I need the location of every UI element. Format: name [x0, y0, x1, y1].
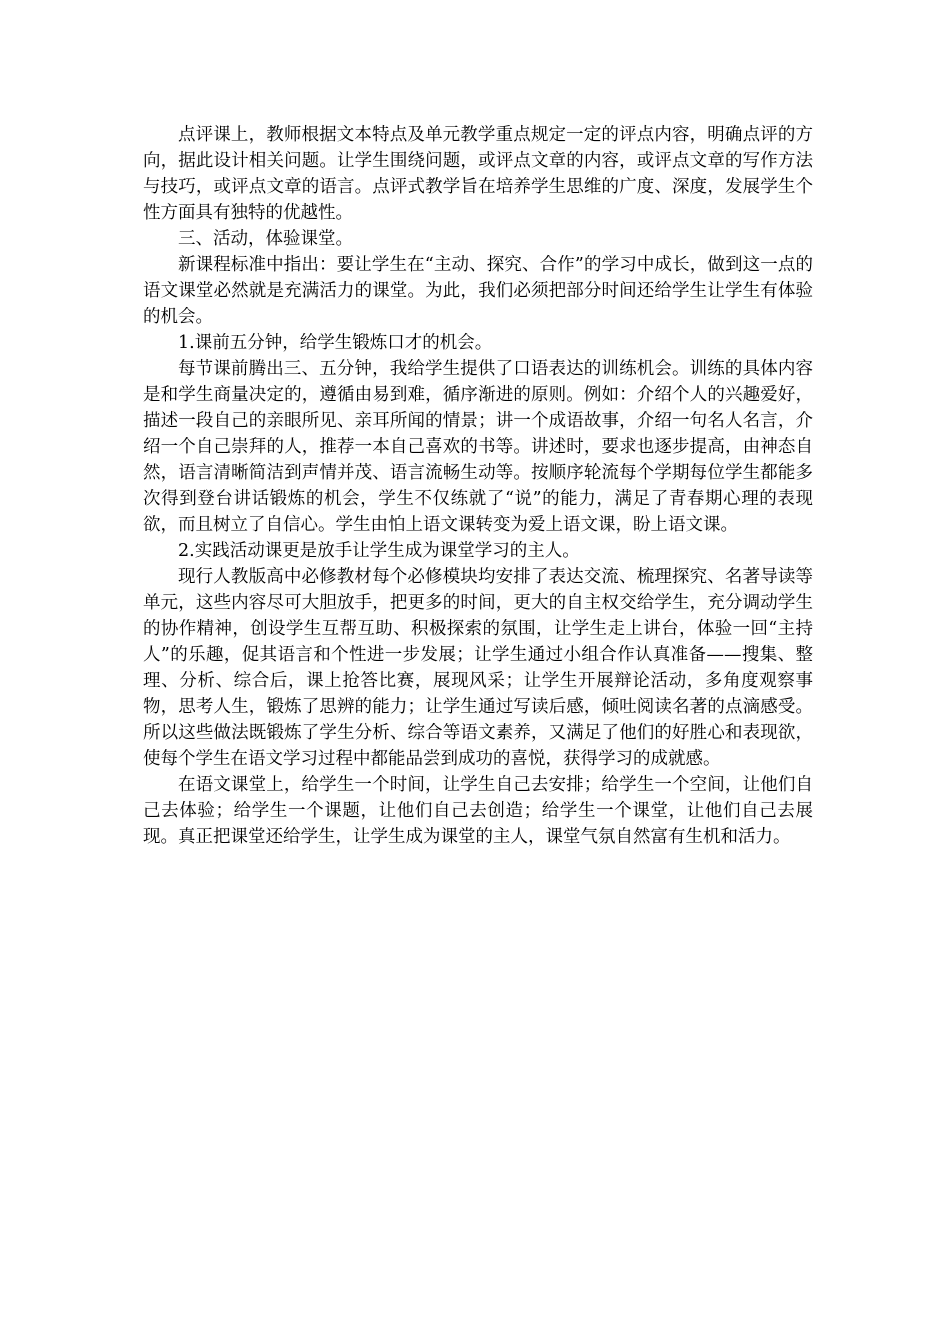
subheading-five-minutes: 1.课前五分钟，给学生锻炼口才的机会。	[178, 333, 493, 353]
section-heading-activity: 三、活动，体验课堂。	[178, 229, 353, 249]
paragraph-conclusion: 在语文课堂上，给学生一个时间，让学生自己去安排；给学生一个空间，让他们自己去体验；给学生一个课题，让他们自己去创造；给学生一个课堂，让他们自己去展现。真正把课堂还给学生，让学生成为课堂的主人，课堂气氛自然富有生机和活力。	[143, 775, 813, 847]
paragraph-curriculum-standard: 新课程标准中指出：要让学生在“主动、探究、合作”的学习中成长，做到这一点的语文课堂必然就是充满活力的课堂。为此，我们必须把部分时间还给学生让学生有体验的机会。	[143, 255, 813, 327]
paragraph-oral-training: 每节课前腾出三、五分钟，我给学生提供了口语表达的训练机会。训练的具体内容是和学生商量决定的，遵循由易到难，循序渐进的原则。例如：介绍个人的兴趣爱好，描述一段自己的亲眼所见、亲耳所闻的情景；讲一个成语故事，介绍一句名人名言，介绍一个自己崇拜的人，推荐一本自己喜欢的书等。讲述时，要求也逐步提高，由神态自然，语言清晰简洁到声情并茂、语言流畅生动等。按顺序轮流每个学期每位学生都能多次得到登台讲话锻炼的机会，学生不仅练就了“说”的能力，满足了青春期心理的表现欲，而且树立了自信心。学生由怕上语文课转变为爱上语文课，盼上语文课。	[143, 359, 813, 535]
document-body	[143, 122, 813, 850]
paragraph-textbook-units: 现行人教版高中必修教材每个必修模块均安排了表达交流、梳理探究、名著导读等单元，这些内容尽可大胆放手，把更多的时间，更大的自主权交给学生，充分调动学生的协作精神，创设学生互帮互助、积极探索的氛围，让学生走上讲台，体验一回“主持人”的乐趣，促其语言和个性进一步发展；让学生通过小组合作认真准备——搜集、整理、分析、综合后，课上抢答比赛，展现风采；让学生开展辩论活动，多角度观察事物，思考人生，锻炼了思辨的能力；让学生通过写读后感，倾吐阅读名著的点滴感受。所以这些做法既锻炼了学生分析、综合等语文素养，又满足了他们的好胜心和表现欲，使每个学生在语文学习过程中都能品尝到成功的喜悦，获得学习的成就感。	[143, 567, 813, 769]
subheading-practice-class: 2.实践活动课更是放手让学生成为课堂学习的主人。	[178, 541, 580, 561]
paragraph-commentary-teaching: 点评课上，教师根据文本特点及单元教学重点规定一定的评点内容，明确点评的方向，据此设计相关问题。让学生围绕问题，或评点文章的内容，或评点文章的写作方法与技巧，或评点文章的语言。点评式教学旨在培养学生思维的广度、深度，发展学生个性方面具有独特的优越性。	[143, 125, 813, 223]
